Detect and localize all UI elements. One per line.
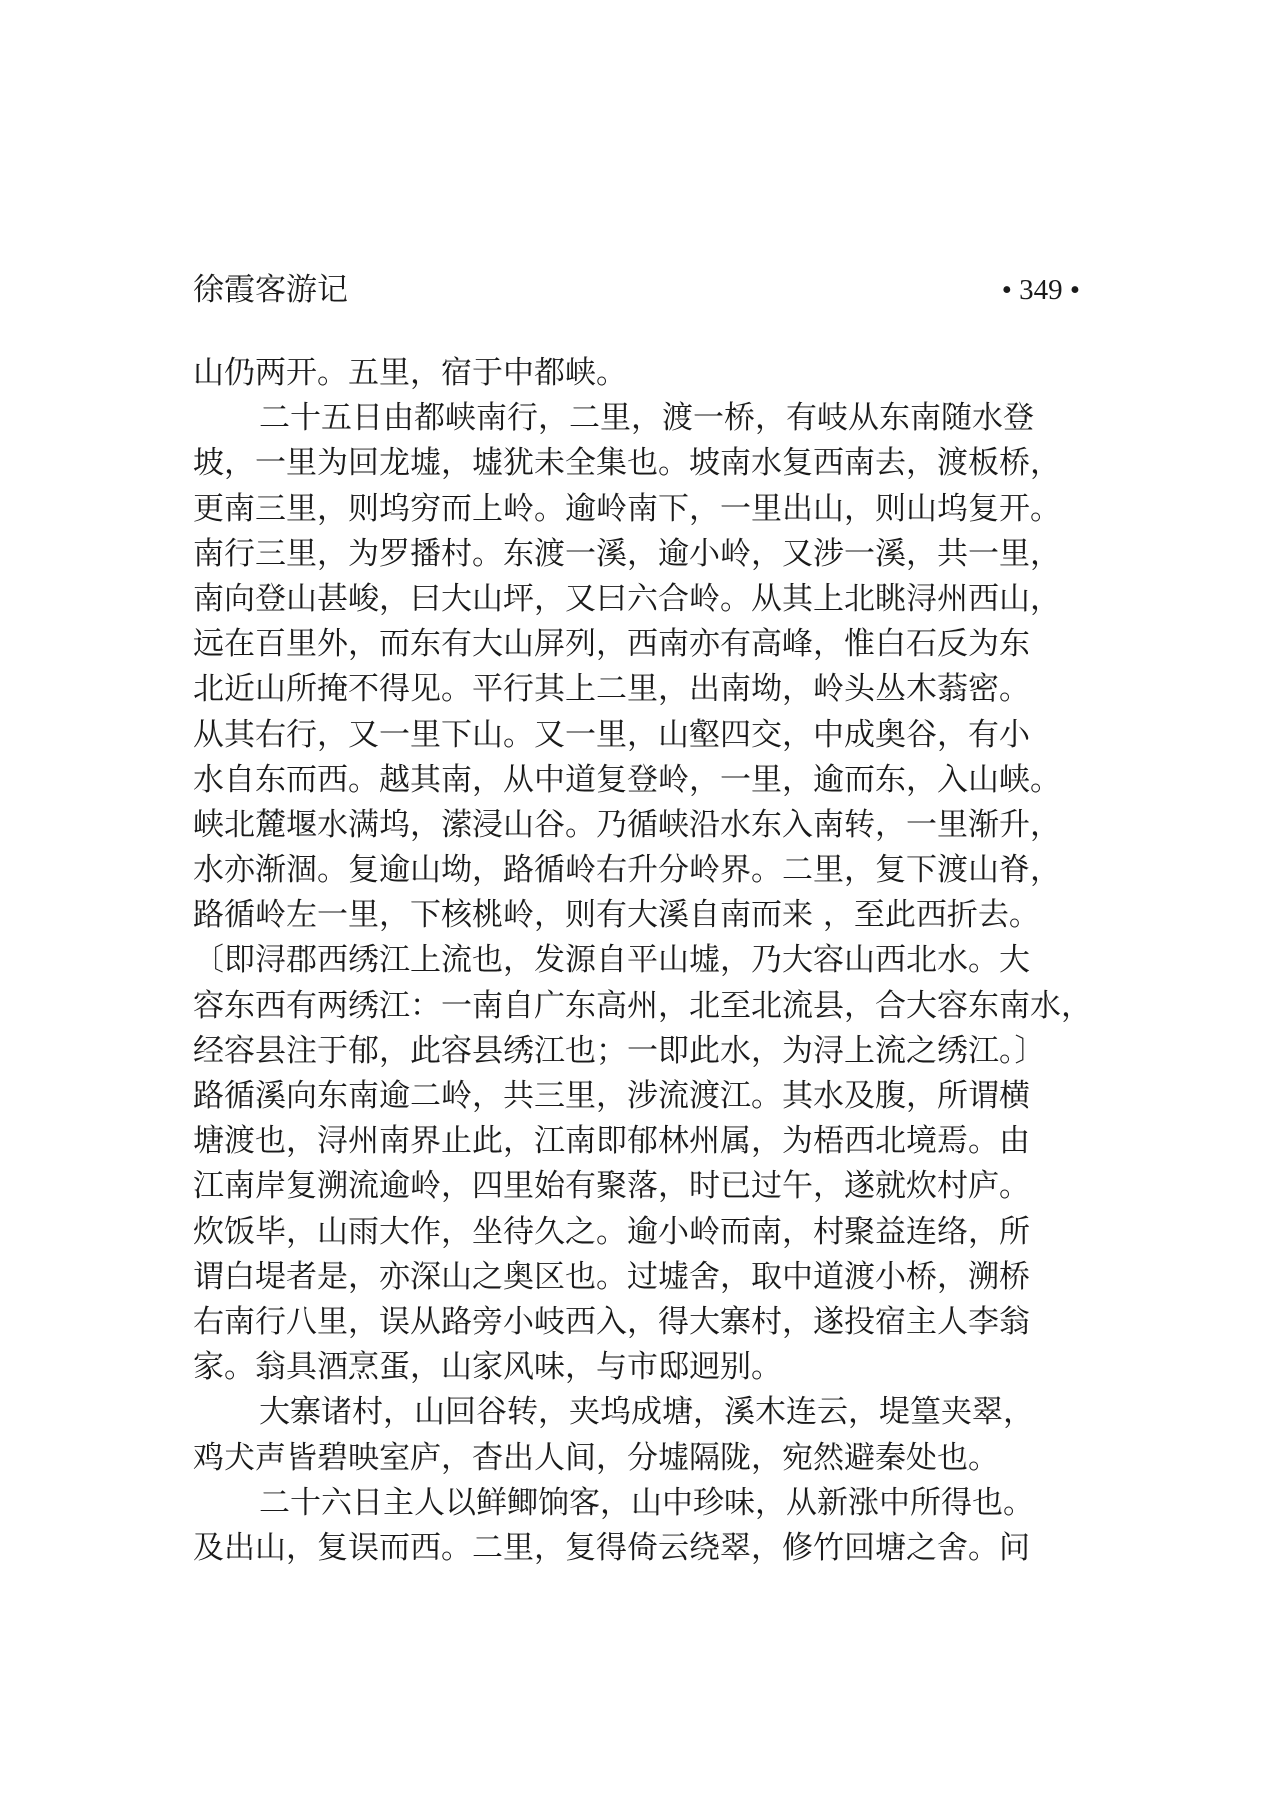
text-line: 峡北麓堰水满坞，潆浸山谷。乃循峡沿水东入南转，一里渐升，: [193, 806, 1061, 843]
text-line: 二十五日由都峡南行，二里，渡一桥，有岐从东南随水登: [259, 400, 1034, 437]
text-line: 及出山，复误而西。二里，复得倚云绕翠，修竹回塘之舍。问: [193, 1529, 1030, 1566]
text-line: 炊饭毕，山雨大作，坐待久之。逾小岭而南，村聚益连络，所: [193, 1213, 1030, 1250]
text-line: 右南行八里，误从路旁小岐西入，得大寨村，遂投宿主人李翁: [193, 1303, 1030, 1340]
text-line: 远在百里外，而东有大山屏列，西南亦有高峰，惟白石反为东: [193, 626, 1030, 663]
book-title: 徐霞客游记: [193, 272, 348, 308]
text-line: 从其右行，又一里下山。又一里，山壑四交，中成奥谷，有小: [193, 716, 1030, 753]
text-line: 坡，一里为回龙墟，墟犹未全集也。坡南水复西南去，渡板桥，: [193, 445, 1061, 482]
text-line: 水亦渐涸。复逾山坳，路循岭右升分岭界。二里，复下渡山脊，: [193, 852, 1061, 889]
text-line: 水自东而西。越其南，从中道复登岭，一里，逾而东，入山峡。: [193, 761, 1061, 798]
text-line: 南行三里，为罗播村。东渡一溪，逾小岭，又涉一溪，共一里，: [193, 535, 1061, 572]
page-number: • 349 •: [1001, 274, 1080, 306]
text-line: 谓白堤者是，亦深山之奥区也。过墟舍，取中道渡小桥，溯桥: [193, 1258, 1030, 1295]
text-line: 家。翁具酒烹蛋，山家风味，与市邸迥别。: [193, 1349, 782, 1386]
text-line: 鸡犬声皆碧映室庐，杳出人间，分墟隔陇，宛然避秦处也。: [193, 1439, 999, 1476]
text-line: 〔即浔郡西绣江上流也，发源自平山墟，乃大容山西北水。大: [193, 942, 1030, 979]
text-line: 更南三里，则坞穷而上岭。逾岭南下，一里出山，则山坞复开。: [193, 490, 1061, 527]
text-line: 容东西有两绣江：一南自广东高州，北至北流县，合大容东南水，: [193, 987, 1092, 1024]
text-line: 塘渡也，浔州南界止此，江南即郁林州属，为梧西北境焉。由: [193, 1123, 1030, 1160]
page-header: [193, 268, 1080, 312]
text-line: 二十六日主人以鲜鲫饷客，山中珍味，从新涨中所得也。: [259, 1484, 1034, 1521]
text-line: 大寨诸村，山回谷转，夹坞成塘，溪木连云，堤篁夹翠，: [259, 1394, 1034, 1431]
text-line: 山仍两开。五里，宿于中都峡。: [193, 355, 627, 391]
body-text: [193, 351, 1093, 1571]
text-line: 经容县注于郁，此容县绣江也；一即此水，为浔上流之绣江。〕: [193, 1032, 1046, 1069]
text-line: 路循溪向东南逾二岭，共三里，涉流渡江。其水及腹，所谓横: [193, 1078, 1030, 1114]
text-line: 路循岭左一里，下核桃岭，则有大溪自南而来 ，至此西折去。: [193, 897, 1040, 934]
text-line: 南向登山甚峻，曰大山坪，又曰六合岭。从其上北眺浔州西山，: [193, 580, 1061, 617]
text-line: 江南岸复溯流逾岭，四里始有聚落，时已过午，遂就炊村庐。: [193, 1168, 1030, 1205]
text-line: 北近山所掩不得见。平行其上二里，出南坳，岭头丛木蓊密。: [193, 671, 1030, 708]
